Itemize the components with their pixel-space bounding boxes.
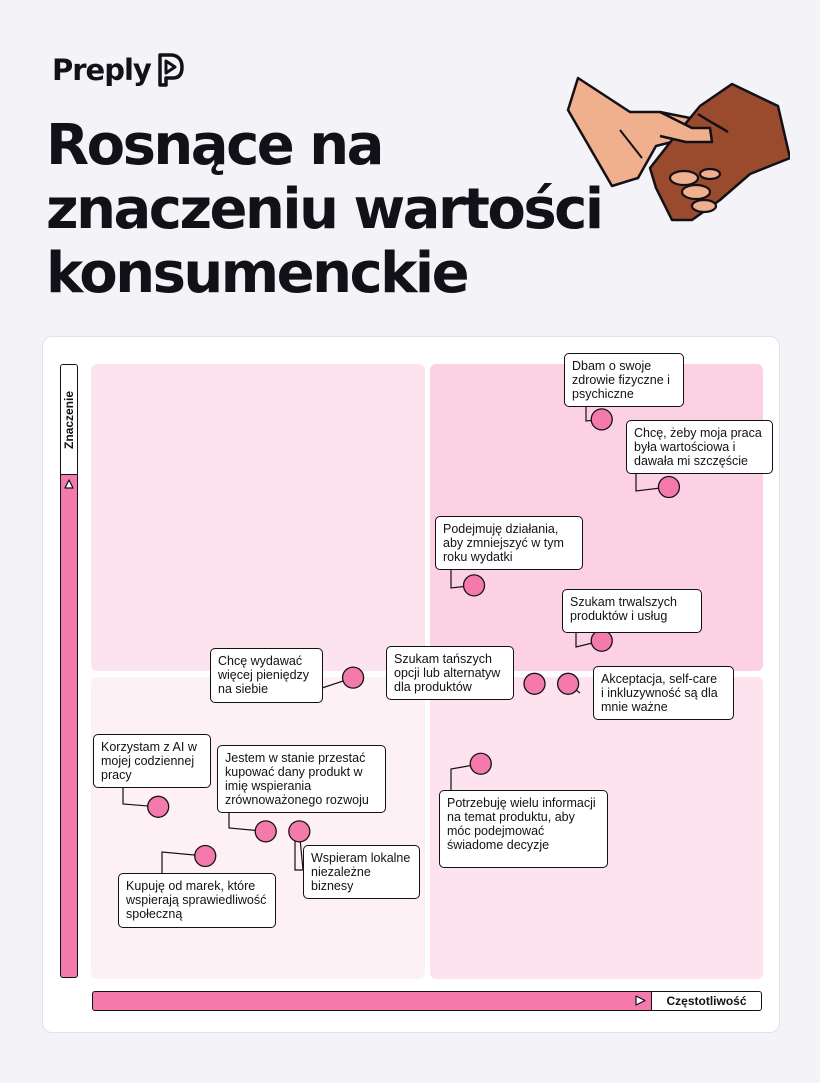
point-label: Kupuję od marek, które wspierają sprawiedliwość społeczną (118, 873, 276, 928)
handshake-illustration (560, 70, 790, 230)
point-label: Potrzebuję wielu informacji na temat produktu, aby móc podejmować świadome decyzje (439, 790, 608, 868)
point-label: Jestem w stanie przestać kupować dany produkt w imię wspierania zrównoważonego rozwoju (217, 745, 386, 813)
y-axis-label: Znaczenie (62, 390, 76, 450)
arrow-up-icon (64, 479, 74, 489)
preply-logo-icon (155, 52, 185, 88)
point-label: Wspieram lokalne niezależne biznesy (303, 845, 420, 899)
brand-name: Preply (52, 53, 151, 87)
quadrant-top-left (91, 364, 425, 671)
preply-logo[interactable] (52, 52, 185, 88)
point-label: Chcę wydawać więcej pieniędzy na siebie (210, 648, 323, 703)
point-label: Dbam o swoje zdrowie fizyczne i psychiczne (564, 353, 684, 407)
point-label: Chcę, żeby moja praca była wartościowa i dawała mi szczęście (626, 420, 773, 474)
x-axis-bar (92, 991, 762, 1011)
point-label: Akceptacja, self-care i inkluzywność są dla mnie ważne (593, 666, 734, 720)
point-label: Szukam trwalszych produktów i usług (562, 589, 702, 633)
y-axis-bar (60, 364, 78, 978)
point-label: Podejmuję działania, aby zmniejszyć w tym roku wydatki (435, 516, 583, 570)
x-axis-label: Częstotliwość (666, 994, 747, 1008)
page-title: Rosnące na znaczeniu wartości konsumenckie (46, 113, 602, 306)
point-label: Szukam tańszych opcji lub alternatyw dla produktów (386, 646, 514, 700)
quadrant-bottom-left (91, 677, 425, 979)
point-label: Korzystam z AI w mojej codziennej pracy (93, 734, 211, 788)
arrow-right-icon (635, 995, 646, 1006)
